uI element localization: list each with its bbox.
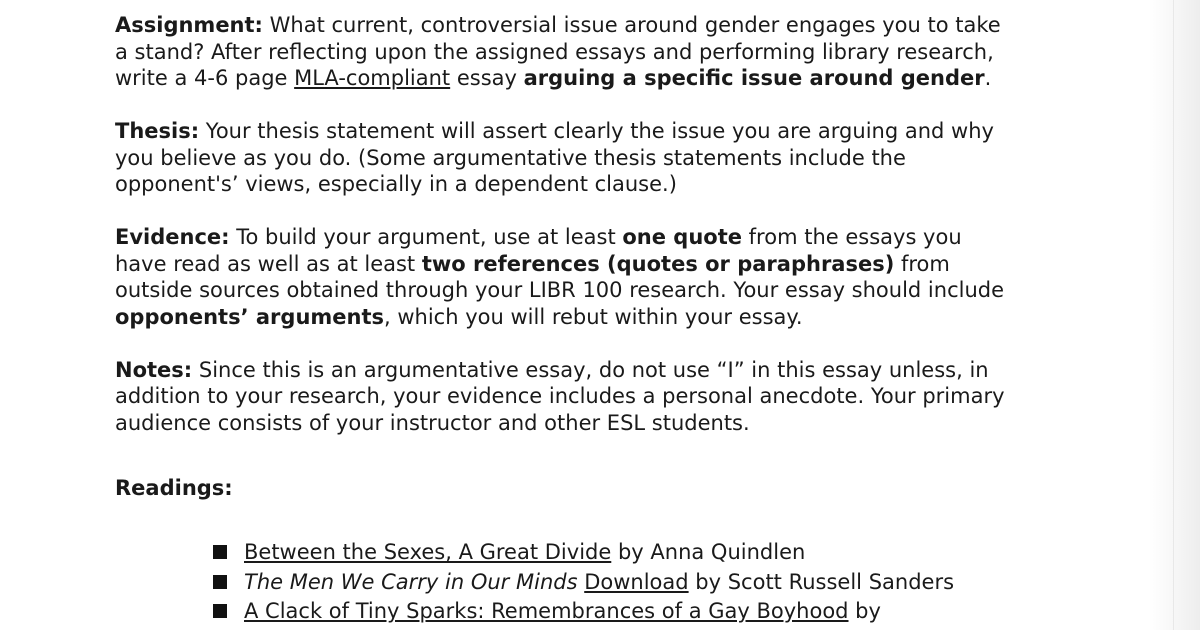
reading-link-3[interactable]: A Clack of Tiny Sparks: Remembrances of a Gay Boyhood xyxy=(244,599,849,623)
reading-title-2: The Men We Carry in Our Minds xyxy=(244,569,578,594)
readings-list xyxy=(213,538,954,627)
evidence-text-4: , which you will rebut within your essay. xyxy=(384,304,803,329)
assignment-text-2: essay xyxy=(450,66,524,90)
document-body xyxy=(115,12,1005,502)
thesis-paragraph xyxy=(115,118,1005,198)
evidence-text: To build your argument, use at least xyxy=(229,225,623,249)
download-link[interactable]: Download xyxy=(584,569,689,594)
assignment-text-3: . xyxy=(984,66,992,90)
evidence-label: Evidence: xyxy=(115,225,230,249)
mla-compliant-link[interactable]: MLA-compliant xyxy=(294,66,451,90)
list-item xyxy=(213,538,954,568)
evidence-emphasis-2: two references (quotes or paraphrases) xyxy=(421,251,895,276)
square-bullet-icon xyxy=(213,545,227,559)
reading-link-1[interactable]: Between the Sexes, A Great Divide xyxy=(244,540,612,564)
thesis-label: Thesis: xyxy=(115,119,200,143)
assignment-text: What current, controversial issue around gender engages you to take a stand? After reflecting upon the assigned essays and performing library research, write a 4-6 page xyxy=(115,13,1001,90)
list-item xyxy=(213,568,954,598)
assignment-emphasis: arguing a specific issue around gender xyxy=(523,66,985,90)
notes-paragraph xyxy=(115,357,1005,437)
thesis-text: Your thesis statement will assert clearly the issue you are arguing and why you believe as you do. (Some argumentative thesis statements include the opponent's’ views, especially in a dependent clause.) xyxy=(115,119,994,196)
reading-author-1: by Anna Quindlen xyxy=(611,540,806,564)
square-bullet-icon xyxy=(213,575,227,589)
readings-heading: Readings: xyxy=(115,476,233,500)
notes-label: Notes: xyxy=(115,357,193,382)
square-bullet-icon xyxy=(213,604,227,618)
evidence-text-3: from outside sources obtained through your LIBR 100 research. Your essay should include xyxy=(115,251,1005,302)
evidence-emphasis-1: one quote xyxy=(622,225,742,249)
notes-text: Since this is an argumentative essay, do not use “I” in this essay unless, in addition to your research, your evidence includes a personal anecdote. Your primary audience consists of your instructor and other ESL students. xyxy=(115,357,1005,435)
evidence-emphasis-3: opponents’ arguments xyxy=(115,304,385,329)
list-item xyxy=(213,597,954,627)
page-shadow-edge xyxy=(1148,0,1200,630)
page-edge-line xyxy=(1173,0,1174,630)
assignment-label: Assignment: xyxy=(115,13,263,37)
assignment-paragraph xyxy=(115,12,1005,92)
reading-author-3: by xyxy=(848,599,881,623)
evidence-text-2: from the essays you have read as well as at least xyxy=(115,225,962,276)
evidence-paragraph xyxy=(115,224,1005,330)
reading-author-2: by Scott Russell Sanders xyxy=(688,569,955,594)
